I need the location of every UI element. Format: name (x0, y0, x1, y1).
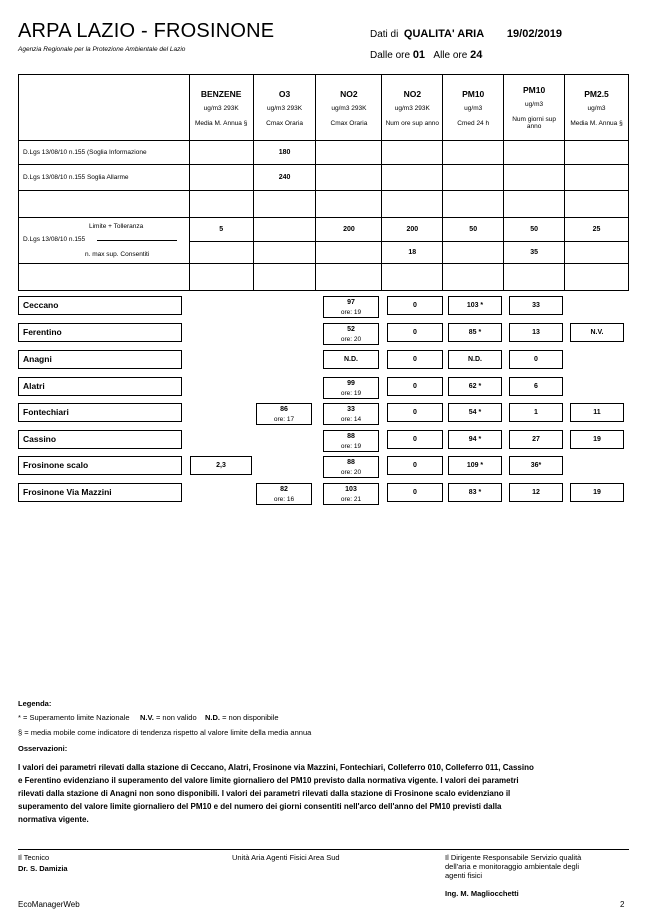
soglia-allarme-row (19, 165, 629, 191)
station-value-pm10 (448, 323, 502, 342)
hour-text: ore: 19 (340, 443, 362, 450)
value-text: 83 * (468, 489, 482, 496)
station-value-o3 (256, 403, 312, 425)
hour-text: ore: 16 (273, 496, 295, 503)
value-text: 12 (532, 489, 540, 496)
col-header: NO2 ug/m3 293K Num ore sup anno (382, 75, 443, 141)
station-value-no2_sup (387, 377, 443, 396)
station-value-pm10 (448, 350, 502, 369)
station-value-benzene (190, 456, 252, 475)
hour-text: ore: 17 (273, 416, 295, 423)
report-type: QUALITA' ARIA (403, 28, 485, 40)
value-text: 86 (280, 406, 288, 413)
value-text: 82 (280, 486, 288, 493)
station-value-no2 (323, 483, 379, 505)
station-value-pm10_gg (509, 403, 563, 422)
station-value-no2 (323, 350, 379, 369)
limite-label: Limite + Tolleranza (89, 223, 144, 230)
value-text: 103 * (466, 302, 484, 309)
station-value-pm10_gg (509, 296, 563, 315)
value-text: 103 (345, 486, 357, 493)
dlgs-label: D.Lgs 13/08/10 n.155 (23, 236, 86, 243)
station-value-no2_sup (387, 483, 443, 502)
value-text: N.V. (590, 329, 604, 336)
station-value-pm10_gg (509, 456, 563, 475)
agency-subtitle: Agenzia Regionale per la Protezione Ambientale del Lazio (18, 46, 186, 53)
limite-value: 50 (443, 218, 504, 242)
value-text: 33 (347, 406, 355, 413)
station-value-pm10 (448, 483, 502, 502)
station-value-no2 (323, 456, 379, 478)
value-text: 6 (534, 383, 538, 390)
col-header: PM10 ug/m3 Cmed 24 h (443, 75, 504, 141)
col-header: O3 ug/m3 293K Cmax Oraria (253, 75, 316, 141)
station-value-no2 (323, 377, 379, 399)
station-value-pm10_gg (509, 350, 563, 369)
station-name: Anagni (18, 350, 182, 369)
parameters-table (18, 74, 629, 291)
station-value-pm10 (448, 430, 502, 449)
tecnico-name: Dr. S. Damizia (18, 864, 68, 873)
dalle-ore-value: 01 (412, 49, 426, 61)
station-value-no2 (323, 403, 379, 425)
value-text: 62 * (468, 383, 482, 390)
nmax-value (253, 242, 316, 264)
limite-row (19, 218, 629, 242)
station-value-pm25 (570, 430, 624, 449)
value-text: N.D. (468, 356, 482, 363)
value-text: 0 (413, 462, 417, 469)
value-text: 0 (413, 302, 417, 309)
soglia-info-row (19, 141, 629, 165)
value-text: 0 (413, 436, 417, 443)
dati-di-label: Dati di (370, 29, 399, 40)
station-value-o3 (256, 483, 312, 505)
legend-line-2: § = media mobile come indicatore di tendenza rispetto al valore limite della media annua (18, 728, 312, 737)
station-value-no2_sup (387, 456, 443, 475)
col-header: PM2.5 ug/m3 Media M. Annua § (565, 75, 629, 141)
nmax-value (189, 242, 253, 264)
value-text: 85 * (468, 329, 482, 336)
footer-divider (18, 849, 629, 850)
station-value-no2_sup (387, 350, 443, 369)
station-name: Ferentino (18, 323, 182, 342)
nmax-value (565, 242, 629, 264)
dirigente-label: Il Dirigente Responsabile Servizio qualità dell'aria e monitoraggio ambientale degli agenti fisici (445, 853, 582, 880)
value-text: 88 (347, 433, 355, 440)
station-value-pm10_gg (509, 430, 563, 449)
hour-text: ore: 20 (340, 336, 362, 343)
col-header: BENZENE ug/m3 293K Media M. Annua § (189, 75, 253, 141)
value-text: 2,3 (216, 462, 226, 469)
col-header: PM10 ug/m3 Num giorni sup anno (504, 75, 565, 141)
value-text: 19 (593, 436, 601, 443)
station-value-pm10_gg (509, 323, 563, 342)
station-value-pm10 (448, 403, 502, 422)
page-title: ARPA LAZIO - FROSINONE (18, 20, 275, 42)
nmax-value (443, 242, 504, 264)
hour-text: ore: 21 (340, 496, 362, 503)
value-text: 52 (347, 326, 355, 333)
soglia-allarme-o3: 240 (253, 165, 316, 191)
tecnico-label: Il Tecnico (18, 853, 50, 862)
value-text: 94 * (468, 436, 482, 443)
app-name: EcoManagerWeb (18, 900, 80, 909)
limite-value: 25 (565, 218, 629, 242)
dalle-ore-label: Dalle ore (370, 50, 411, 61)
value-text: 11 (593, 409, 601, 416)
hour-text: ore: 20 (340, 469, 362, 476)
nmax-value (316, 242, 382, 264)
station-value-no2 (323, 296, 379, 318)
observations-text: I valori dei parametri rilevati dalla stazione di Ceccano, Alatri, Frosinone via Mazzini, Fontechiari, Colleferro 010, Colleferro 011, Cassino e Ferentino evidenziano il superamento del valore limite giornaliero del PM10 previsto dalla normativa vigente. I valori dei parametri rilevati dalla stazione di Anagni non sono disponibili. I valori dei parametri rilevati dalla stazione di Frosinone scalo evidenziano il superamento del valore limite giornaliero del PM10 e del numero dei giorni consentiti nell'arco dell'anno del PM10 previsti dalla normativa vigente. (18, 763, 534, 824)
station-name: Ceccano (18, 296, 182, 315)
station-value-pm25 (570, 483, 624, 502)
limite-value (253, 218, 316, 242)
soglia-info-label: D.Lgs 13/08/10 n.155 (Soglia Informazione (19, 141, 190, 165)
limite-value: 200 (316, 218, 382, 242)
station-value-pm10 (448, 377, 502, 396)
station-value-no2_sup (387, 323, 443, 342)
station-name: Cassino (18, 430, 182, 449)
value-text: 13 (532, 329, 540, 336)
report-date: 19/02/2019 (506, 28, 562, 40)
value-text: 88 (347, 459, 355, 466)
value-text: 27 (532, 436, 540, 443)
nmax-value: 35 (504, 242, 565, 264)
limite-value: 50 (504, 218, 565, 242)
station-value-pm10 (448, 456, 502, 475)
value-text: N.D. (344, 356, 358, 363)
value-text: 36* (530, 462, 542, 469)
col-header: NO2 ug/m3 293K Cmax Oraria (316, 75, 382, 141)
station-name: Fontechiari (18, 403, 182, 422)
station-value-no2 (323, 430, 379, 452)
nmax-label: n. max sup. Consentiti (85, 251, 150, 258)
value-text: 99 (347, 380, 355, 387)
value-text: 33 (532, 302, 540, 309)
value-text: 0 (413, 356, 417, 363)
hour-text: ore: 19 (340, 390, 362, 397)
observations-title: Osservazioni: (18, 744, 68, 753)
legend-line-1: * = Superamento limite Nazionale N.V. = non valido N.D. = non disponibile (18, 713, 279, 722)
soglia-allarme-label: D.Lgs 13/08/10 n.155 Soglia Allarme (19, 165, 190, 191)
station-name: Frosinone scalo (18, 456, 182, 475)
dirigente-name: Ing. M. Magliocchetti (445, 889, 519, 898)
station-value-pm10_gg (509, 377, 563, 396)
station-name: Alatri (18, 377, 182, 396)
value-text: 0 (413, 409, 417, 416)
value-text: 0 (413, 489, 417, 496)
station-value-no2_sup (387, 296, 443, 315)
legend-title: Legenda: (18, 699, 52, 708)
station-value-pm10_gg (509, 483, 563, 502)
alle-ore-label: Alle ore (433, 50, 468, 61)
hour-text: ore: 19 (340, 309, 362, 316)
alle-ore-value: 24 (470, 49, 483, 61)
station-value-no2_sup (387, 430, 443, 449)
hour-text: ore: 14 (340, 416, 362, 423)
station-value-pm25 (570, 323, 624, 342)
unit-name: Unità Aria Agenti Fisici Area Sud (232, 853, 340, 862)
value-text: 0 (413, 383, 417, 390)
value-text: 54 * (468, 409, 482, 416)
station-value-pm10 (448, 296, 502, 315)
value-text: 109 * (466, 462, 484, 469)
value-text: 0 (534, 356, 538, 363)
limite-value: 200 (382, 218, 443, 242)
station-value-pm25 (570, 403, 624, 422)
column-header-row (19, 75, 629, 141)
value-text: 0 (413, 329, 417, 336)
station-name: Frosinone Via Mazzini (18, 483, 182, 502)
value-text: 1 (534, 409, 538, 416)
nmax-value: 18 (382, 242, 443, 264)
soglia-info-o3: 180 (253, 141, 316, 165)
station-value-no2 (323, 323, 379, 345)
page-number: 2 (620, 900, 625, 909)
value-text: 19 (593, 489, 601, 496)
limite-value: 5 (189, 218, 253, 242)
station-value-no2_sup (387, 403, 443, 422)
value-text: 97 (347, 299, 355, 306)
